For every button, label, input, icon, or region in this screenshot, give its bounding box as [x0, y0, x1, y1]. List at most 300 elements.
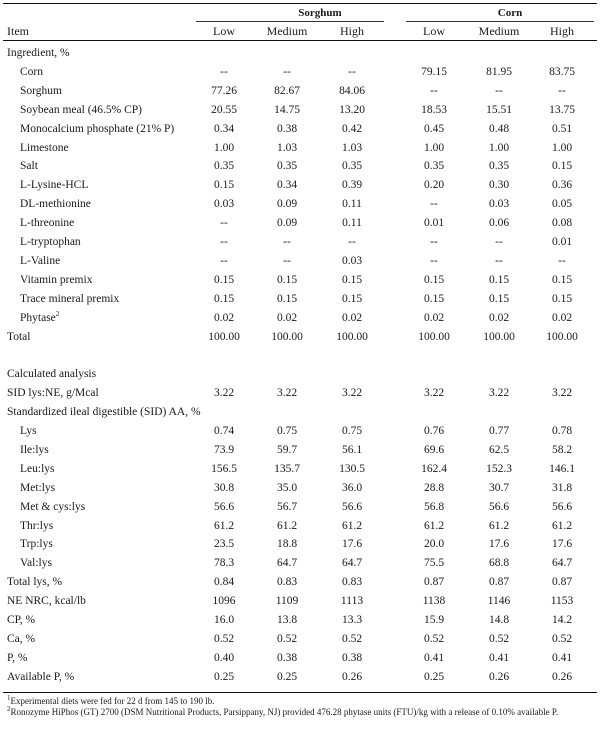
table-cell: --: [558, 84, 566, 97]
table-cell: 1.03: [276, 141, 298, 154]
table-cell: 0.09: [276, 217, 298, 230]
table-cell: 0.09: [276, 198, 298, 211]
table-cell: 58.2: [551, 443, 573, 456]
row-label-text: L-Lysine-HCL: [20, 179, 89, 192]
table-cell: 79.15: [421, 65, 447, 78]
table-cell: 0.15: [213, 292, 235, 305]
table-cell: 146.1: [549, 462, 575, 475]
table-cell: 20.55: [211, 103, 237, 116]
table-cell: --: [220, 65, 228, 78]
row-label-text: P, %: [7, 651, 28, 664]
table-cell: 1113: [340, 595, 364, 608]
table-cell: 61.2: [423, 519, 445, 532]
table-cell: 17.6: [551, 538, 573, 551]
table-cell: 0.83: [341, 576, 363, 589]
table-cell: 0.35: [423, 160, 445, 173]
table-cell: 17.6: [341, 538, 363, 551]
table-cell: 100.00: [271, 330, 303, 343]
table-cell: 0.48: [488, 122, 510, 135]
table-cell: 0.35: [488, 160, 510, 173]
table-cell: --: [430, 236, 438, 248]
table-cell: 0.01: [551, 236, 573, 248]
row-label-text: Available P, %: [7, 670, 75, 683]
table-cell: 0.38: [341, 651, 363, 664]
table-cell: --: [283, 65, 291, 78]
table-cell: 0.15: [276, 273, 298, 286]
row-label: [20, 233, 81, 252]
table-cell: 13.3: [341, 614, 363, 626]
row-label: [20, 309, 59, 328]
table-cell: 0.52: [488, 632, 510, 645]
table-cell: 0.75: [341, 425, 363, 437]
table-cell: 0.02: [423, 311, 445, 324]
table-cell: --: [283, 254, 291, 267]
table-cell: 100.00: [208, 330, 240, 343]
table-cell: --: [348, 65, 356, 78]
row-label-text: Ingredient, %: [7, 47, 70, 59]
row-label: [20, 195, 91, 214]
table-cell: 0.15: [423, 273, 445, 286]
table-cell: 0.15: [423, 292, 445, 305]
table-row: [0, 403, 600, 422]
row-label: [7, 611, 35, 630]
table-cell: 62.5: [488, 443, 510, 456]
row-label-text: Phytase: [20, 311, 56, 324]
row-label-text: Lys: [20, 425, 37, 437]
row-label-text: SID lys:NE, g/Mcal: [7, 387, 99, 400]
table-cell: 1138: [422, 595, 446, 608]
row-label-text: Vitamin premix: [20, 273, 93, 286]
table-cell: 56.6: [341, 500, 363, 513]
table-cell: 0.75: [276, 425, 298, 437]
table-cell: 0.45: [423, 122, 445, 135]
table-cell: 0.30: [488, 179, 510, 192]
table-cell: 0.25: [423, 670, 445, 683]
table-cell: 81.95: [486, 65, 512, 78]
row-label-text: Standardized ileal digestible (SID) AA, %: [7, 406, 201, 419]
table-cell: 14.2: [551, 614, 573, 626]
row-label-text: Total lys, %: [7, 576, 63, 589]
row-label-text: Met:lys: [20, 481, 56, 494]
table-cell: 0.15: [551, 273, 573, 286]
table-cell: --: [495, 236, 503, 248]
table-row: [0, 535, 600, 554]
table-cell: 3.22: [276, 387, 298, 400]
table-cell: 0.03: [213, 198, 235, 211]
table-cell: 3.22: [551, 387, 573, 400]
top-rule: [3, 3, 597, 4]
table-cell: 0.11: [342, 217, 362, 230]
table-cell: 0.39: [341, 179, 363, 192]
row-label: [20, 517, 53, 536]
table-cell: 0.03: [488, 198, 510, 211]
table-cell: 0.34: [213, 122, 235, 135]
row-label: [7, 668, 74, 687]
table-row: [0, 309, 600, 328]
footnote-text: Ronozyme HiPhos (GT) 2700 (DSM Nutritional Products, Parsippany, NJ) provided 476.28 phytase units (FTU)/kg with a release of 0.10% available P.: [10, 707, 559, 717]
row-label: [20, 157, 38, 176]
table-cell: 56.6: [551, 500, 573, 513]
table-cell: 83.75: [549, 65, 575, 78]
group-rule-sorghum: [196, 21, 384, 22]
table-cell: --: [430, 84, 438, 97]
table-cell: 0.87: [488, 576, 510, 589]
row-label: [20, 498, 85, 517]
table-cell: --: [495, 84, 503, 97]
table-cell: 30.8: [213, 481, 235, 494]
table-row: [0, 441, 600, 460]
header-rule: [3, 40, 597, 41]
row-label-text: Trp:lys: [20, 538, 53, 551]
table-cell: 0.02: [551, 311, 573, 324]
table-cell: 0.84: [213, 576, 235, 589]
column-header-corn-medium: Medium: [478, 24, 520, 38]
table-cell: --: [348, 236, 356, 248]
footnote-1: [7, 696, 592, 707]
table-cell: 61.2: [488, 519, 510, 532]
table-cell: 13.75: [549, 103, 575, 116]
row-label: [20, 214, 74, 233]
table-row: [0, 498, 600, 517]
table-cell: 0.26: [551, 670, 573, 683]
table-cell: 100.00: [483, 330, 515, 343]
table-cell: 69.6: [423, 443, 445, 456]
table-cell: 3.22: [488, 387, 510, 400]
row-label-text: Trace mineral premix: [20, 292, 120, 305]
row-label-text: Met & cys:lys: [20, 500, 86, 513]
table-cell: 13.20: [339, 103, 365, 116]
table-cell: --: [558, 254, 566, 267]
table-cell: 0.52: [551, 632, 573, 645]
table-cell: 1.00: [551, 141, 573, 154]
bottom-rule: [3, 692, 597, 693]
table-cell: 0.83: [276, 576, 298, 589]
row-label-text: Leu:lys: [20, 462, 55, 475]
column-header-sorghum-medium: Medium: [266, 24, 308, 38]
table-cell: 0.02: [276, 311, 298, 324]
table-cell: 84.06: [339, 84, 365, 97]
table-cell: 73.9: [213, 443, 235, 456]
row-label-text: NE NRC, kcal/lb: [7, 595, 86, 608]
table-cell: 0.36: [551, 179, 573, 192]
row-label-text: Sorghum: [20, 84, 62, 97]
table-row: [0, 668, 600, 687]
table-cell: 0.77: [488, 425, 510, 437]
table-cell: --: [220, 217, 228, 230]
table-cell: 61.2: [276, 519, 298, 532]
item-column-header: Item: [7, 24, 29, 38]
table-cell: 78.3: [213, 557, 235, 570]
table-cell: 0.35: [341, 160, 363, 173]
table-row: [0, 157, 600, 176]
table-row: [0, 195, 600, 214]
table-cell: 20.0: [423, 538, 445, 551]
row-label-text: DL-methionine: [20, 198, 91, 211]
table-cell: 0.15: [341, 273, 363, 286]
table-cell: 0.35: [276, 160, 298, 173]
table-cell: 0.41: [551, 651, 573, 664]
table-cell: 56.1: [341, 443, 363, 456]
table-cell: 0.05: [551, 198, 573, 211]
table-row: [0, 290, 600, 309]
row-label: [20, 120, 174, 139]
row-label-text: Corn: [20, 65, 43, 78]
table-row: [0, 101, 600, 120]
row-label-text: Monocalcium phosphate (21% P): [20, 122, 175, 135]
table-cell: 162.4: [421, 462, 447, 475]
table-cell: 18.53: [421, 103, 447, 116]
footnote-text: Experimental diets were fed for 22 d from 145 to 190 lb.: [10, 696, 215, 706]
row-label-text: Soybean meal (46.5% CP): [20, 103, 143, 116]
row-label-text: Ca, %: [7, 632, 36, 645]
table-cell: 56.6: [488, 500, 510, 513]
table-row: [0, 214, 600, 233]
table-cell: 23.5: [213, 538, 235, 551]
table-cell: 30.7: [488, 481, 510, 494]
table-row: [0, 592, 600, 611]
row-label-text: Calculated analysis: [7, 368, 97, 381]
table-cell: 18.8: [276, 538, 298, 551]
row-label-text: Total: [7, 330, 31, 343]
table-cell: 0.02: [341, 311, 363, 324]
row-label-text: Ile:lys: [20, 443, 49, 456]
row-label: [20, 479, 55, 498]
table-row: [0, 63, 600, 82]
table-cell: 0.38: [276, 651, 298, 664]
table-cell: 152.3: [486, 462, 512, 475]
table-cell: 14.8: [488, 614, 510, 626]
table-row: [0, 384, 600, 403]
row-label-text: Salt: [20, 160, 38, 173]
row-label: [7, 649, 27, 668]
table-cell: --: [430, 254, 438, 267]
table-cell: 0.38: [276, 122, 298, 135]
row-label: [7, 573, 62, 592]
table-row: [0, 139, 600, 158]
table-cell: 14.75: [274, 103, 300, 116]
table-cell: 0.52: [276, 632, 298, 645]
row-label: [20, 252, 60, 271]
table-cell: 0.25: [213, 670, 235, 683]
table-cell: 0.01: [423, 217, 445, 230]
row-label: [7, 592, 86, 611]
table-cell: 135.7: [274, 462, 300, 475]
row-label: [20, 535, 53, 554]
table-cell: 1.00: [423, 141, 445, 154]
table-cell: 0.15: [213, 273, 235, 286]
table-cell: 36.0: [341, 481, 363, 494]
table-cell: 0.87: [551, 576, 573, 589]
table-cell: 0.42: [341, 122, 363, 135]
table-row: [0, 328, 600, 347]
footnote-2: [7, 707, 592, 718]
row-label-text: L-Valine: [20, 254, 61, 267]
table-cell: --: [283, 236, 291, 248]
table-cell: 15.9: [423, 614, 445, 626]
row-label: [20, 82, 62, 101]
table-cell: 3.22: [423, 387, 445, 400]
table-row: [0, 517, 600, 536]
table-cell: 0.76: [423, 425, 445, 437]
table-cell: 64.7: [551, 557, 573, 570]
table-cell: 13.8: [276, 614, 298, 626]
table-cell: 0.02: [488, 311, 510, 324]
table-cell: 31.8: [551, 481, 573, 494]
footnote-mark: 1: [7, 694, 11, 702]
table-cell: 0.15: [551, 160, 573, 173]
row-label: [20, 271, 92, 290]
table-cell: 1.03: [341, 141, 363, 154]
table-cell: 0.26: [488, 670, 510, 683]
table-cell: 0.15: [488, 273, 510, 286]
table-cell: 0.52: [423, 632, 445, 645]
table-cell: 0.41: [488, 651, 510, 664]
table-cell: 0.87: [423, 576, 445, 589]
table-cell: 0.15: [551, 292, 573, 305]
table-cell: 0.41: [423, 651, 445, 664]
table-row: [0, 233, 600, 252]
table-row: [0, 649, 600, 668]
table-cell: 61.2: [341, 519, 363, 532]
row-label: [20, 460, 55, 479]
footnote-mark: 2: [7, 705, 11, 713]
table-cell: --: [495, 254, 503, 267]
table-cell: 0.26: [341, 670, 363, 683]
row-label: [20, 63, 43, 82]
table-cell: 1146: [487, 595, 511, 608]
table-row: [0, 630, 600, 649]
table-row: [0, 554, 600, 573]
table-cell: 0.08: [551, 217, 573, 230]
table-cell: 82.67: [274, 84, 300, 97]
table-cell: 100.00: [546, 330, 578, 343]
table-row: [0, 422, 600, 441]
table-row: [0, 176, 600, 195]
table-cell: 56.7: [276, 500, 298, 513]
column-header-corn-low: Low: [423, 24, 445, 38]
row-label: [20, 554, 52, 573]
table-cell: 61.2: [551, 519, 573, 532]
table-row: [0, 365, 600, 384]
group-header-sorghum: Sorghum: [298, 7, 342, 19]
footnote-reference: 2: [55, 309, 60, 318]
row-label-text: L-tryptophan: [20, 236, 81, 248]
row-label: [20, 176, 88, 195]
table-row: [0, 82, 600, 101]
row-label: [7, 328, 30, 347]
table-cell: 17.6: [488, 538, 510, 551]
table-cell: 1.00: [488, 141, 510, 154]
table-cell: 68.8: [488, 557, 510, 570]
table-cell: 100.00: [336, 330, 368, 343]
table-cell: 0.74: [213, 425, 235, 437]
row-label: [7, 44, 70, 63]
table-cell: 0.15: [213, 179, 235, 192]
column-header-corn-high: High: [550, 24, 574, 38]
row-label: [20, 422, 37, 441]
table-cell: 28.8: [423, 481, 445, 494]
table-cell: 0.03: [341, 254, 363, 267]
row-label: [20, 290, 119, 309]
table-cell: 0.51: [551, 122, 573, 135]
row-label-text: Val:lys: [20, 557, 52, 570]
table-row: [0, 346, 600, 365]
table-cell: 0.06: [488, 217, 510, 230]
table-cell: 1096: [212, 595, 236, 608]
table-cell: 1153: [550, 595, 574, 608]
row-label: [7, 630, 35, 649]
row-label-text: CP, %: [7, 614, 36, 626]
table-row: [0, 460, 600, 479]
table-cell: 0.35: [213, 160, 235, 173]
table-row: [0, 44, 600, 63]
table-cell: 0.15: [276, 292, 298, 305]
row-label: [20, 139, 69, 158]
table-row: [0, 252, 600, 271]
table-cell: 61.2: [213, 519, 235, 532]
table-cell: 56.8: [423, 500, 445, 513]
table-row: [0, 120, 600, 139]
table-cell: 1.00: [213, 141, 235, 154]
row-label: [7, 403, 201, 422]
table-cell: 0.11: [342, 198, 362, 211]
table-cell: 0.15: [488, 292, 510, 305]
table-row: [0, 271, 600, 290]
table-cell: 3.22: [341, 387, 363, 400]
row-label: [7, 365, 96, 384]
group-rule-corn: [406, 21, 594, 22]
table-row: [0, 573, 600, 592]
row-label: [20, 101, 142, 120]
table-cell: --: [430, 198, 438, 211]
row-label: [20, 441, 49, 460]
table-cell: 0.02: [213, 311, 235, 324]
table-cell: 0.40: [213, 651, 235, 664]
table-cell: 156.5: [211, 462, 237, 475]
group-header-corn: Corn: [497, 7, 523, 19]
row-label: [7, 384, 99, 403]
column-header-sorghum-high: High: [340, 24, 364, 38]
table-cell: 0.52: [213, 632, 235, 645]
table-cell: 0.52: [341, 632, 363, 645]
table-cell: 56.6: [213, 500, 235, 513]
table-cell: 0.78: [551, 425, 573, 437]
table-cell: 0.25: [276, 670, 298, 683]
table-row: [0, 611, 600, 630]
table-cell: 64.7: [341, 557, 363, 570]
table-cell: 1109: [275, 595, 299, 608]
table-cell: --: [220, 254, 228, 267]
row-label-text: L-threonine: [20, 217, 75, 230]
table-cell: 35.0: [276, 481, 298, 494]
table-cell: 0.15: [341, 292, 363, 305]
table-cell: 59.7: [276, 443, 298, 456]
table-cell: 3.22: [213, 387, 235, 400]
table-cell: 130.5: [339, 462, 365, 475]
table-cell: 16.0: [213, 614, 235, 626]
row-label-text: Limestone: [20, 141, 69, 154]
table-cell: 0.34: [276, 179, 298, 192]
table-cell: 64.7: [276, 557, 298, 570]
table-cell: 75.5: [423, 557, 445, 570]
table-cell: 15.51: [486, 103, 512, 116]
table-cell: 0.20: [423, 179, 445, 192]
table-cell: --: [220, 236, 228, 248]
table-cell: 77.26: [211, 84, 237, 97]
column-header-sorghum-low: Low: [213, 24, 235, 38]
row-label-text: Thr:lys: [20, 519, 54, 532]
table-cell: 100.00: [418, 330, 450, 343]
